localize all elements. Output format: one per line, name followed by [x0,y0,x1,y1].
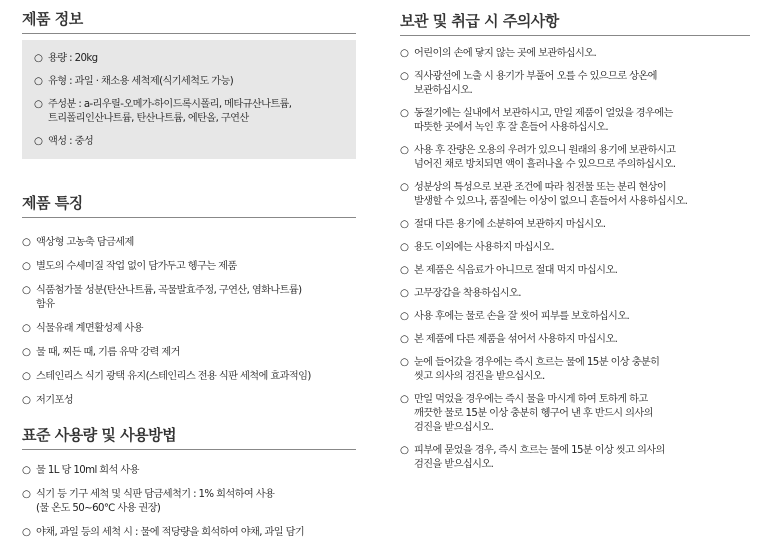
list-item [22,236,356,250]
list-item [22,488,356,516]
product-info-list [34,52,346,149]
circle-bullet-icon: ○ [22,285,31,296]
circle-bullet-icon: ○ [34,76,43,87]
circle-bullet-icon: ○ [22,489,31,500]
product-info-heading: 제품 정보 [22,8,356,34]
circle-bullet-icon: ○ [400,357,409,368]
list-item-text: 별도의 수세미질 작업 없이 담가두고 헹구는 제품 [36,261,237,272]
list-item-text: 절대 다른 용기에 소분하여 보관하지 마십시오. [414,219,606,230]
caution-section [400,10,750,481]
circle-bullet-icon: ○ [400,242,409,253]
list-item-text: 야채, 과일 등의 세척 시 : 물에 적당량을 희석하여 야채, 과일 담기 [36,527,305,538]
list-item-text: 깨끗한 물로 15분 이상 충분히 헹구어 낸 후 반드시 의사의 [414,408,653,419]
list-item-text: 검진을 받으십시오. [414,459,494,470]
list-item-text: 식기 등 기구 세척 및 식판 담금세척기 : 1% 희석하여 사용 [36,489,275,500]
circle-bullet-icon: ○ [22,237,31,248]
list-item-text: 고무장갑을 착용하십시오. [414,288,521,299]
list-item [400,356,750,384]
list-item-text: 유형 : 과일 · 채소용 세척제(식기세척도 가능) [48,76,234,87]
list-item-text: 넘어진 채로 방치되면 액이 흘러나올 수 있으므로 주의하십시오. [414,159,676,170]
list-item [22,322,356,336]
circle-bullet-icon: ○ [400,71,409,82]
list-item [22,370,356,384]
usage-section [22,424,356,550]
list-item-text: 발생할 수 있으나, 품질에는 이상이 없으니 흔들어서 사용하십시오. [414,196,688,207]
list-item-text: 본 제품은 식음료가 아니므로 절대 먹지 마십시오. [414,265,618,276]
list-item [22,284,356,312]
list-item-text: 트리폴리인산나트륨, 탄산나트륨, 에탄올, 구연산 [48,113,249,124]
list-item-text: 피부에 묻었을 경우, 즉시 흐르는 물에 15분 이상 씻고 의사의 [414,445,665,456]
circle-bullet-icon: ○ [400,288,409,299]
circle-bullet-icon: ○ [400,394,409,405]
circle-bullet-icon: ○ [400,182,409,193]
list-item-text: 사용 후에는 물로 손을 잘 씻어 피부를 보호하십시오. [414,311,630,322]
caution-heading: 보관 및 취급 시 주의사항 [400,10,750,36]
circle-bullet-icon: ○ [22,261,31,272]
list-item-text: 사용 후 잔량은 오용의 우려가 있으니 원래의 용기에 보관하시고 [414,145,676,156]
usage-list [22,464,356,540]
list-item [34,75,346,89]
circle-bullet-icon: ○ [34,53,43,64]
list-item [400,181,750,209]
list-item-text: 동절기에는 실내에서 보관하시고, 만일 제품이 얼었을 경우에는 [414,108,673,119]
circle-bullet-icon: ○ [400,265,409,276]
features-heading: 제품 특징 [22,192,356,218]
list-item [34,52,346,66]
circle-bullet-icon: ○ [400,334,409,345]
circle-bullet-icon: ○ [22,371,31,382]
list-item [400,310,750,324]
list-item-text: 만일 먹었을 경우에는 즉시 물을 마시게 하여 토하게 하고 [414,394,648,405]
features-section [22,192,356,418]
circle-bullet-icon: ○ [400,48,409,59]
product-info-box [22,40,356,159]
circle-bullet-icon: ○ [22,465,31,476]
product-info-section [22,8,356,159]
circle-bullet-icon: ○ [22,347,31,358]
list-item-text: 함유 [36,299,55,310]
circle-bullet-icon: ○ [22,395,31,406]
list-item [400,107,750,135]
list-item-text: 따뜻한 곳에서 녹인 후 잘 흔들어 사용하십시오. [414,122,609,133]
list-item [22,464,356,478]
list-item-text: 액상형 고농축 담금세제 [36,237,134,248]
list-item [400,47,750,61]
features-list [22,236,356,408]
list-item-text: 검진을 받으십시오. [414,422,494,433]
list-item [400,70,750,98]
circle-bullet-icon: ○ [400,108,409,119]
list-item-text: 액성 : 중성 [48,136,94,147]
list-item-text: 성분상의 특성으로 보관 조건에 따라 침전물 또는 분리 현상이 [414,182,667,193]
usage-heading: 표준 사용량 및 사용방법 [22,424,356,450]
list-item-text: (물 온도 50~60℃ 사용 권장) [36,503,161,514]
list-item-text: 스테인리스 식기 광택 유지(스테인리스 전용 식판 세척에 효과적임) [36,371,311,382]
caution-list [400,47,750,472]
list-item [400,144,750,172]
list-item [22,346,356,360]
list-item-text: 식물유래 계면활성제 사용 [36,323,143,334]
list-item-text: 보관하십시오. [414,85,473,96]
list-item [400,444,750,472]
list-item-text: 씻고 의사의 검진을 받으십시오. [414,371,545,382]
list-item-text: 본 제품에 다른 제품을 섞어서 사용하지 마십시오. [414,334,618,345]
circle-bullet-icon: ○ [400,145,409,156]
list-item [34,98,346,126]
list-item-text: 눈에 들어갔을 경우에는 즉시 흐르는 물에 15분 이상 충분히 [414,357,660,368]
list-item-text: 식품첨가물 성분(탄산나트륨, 곡물발효주정, 구연산, 염화나트륨) [36,285,302,296]
list-item [22,260,356,274]
circle-bullet-icon: ○ [400,311,409,322]
list-item [22,526,356,540]
list-item-text: 물 1L 당 10ml 희석 사용 [36,465,139,476]
list-item [400,241,750,255]
list-item [400,333,750,347]
list-item [400,218,750,232]
circle-bullet-icon: ○ [400,445,409,456]
list-item-text: 어린이의 손에 닿지 않는 곳에 보관하십시오. [414,48,597,59]
list-item-text: 직사광선에 노출 시 용기가 부풀어 오를 수 있으므로 상온에 [414,71,657,82]
list-item [400,287,750,301]
list-item [400,393,750,435]
list-item [34,135,346,149]
circle-bullet-icon: ○ [34,99,43,110]
list-item [400,264,750,278]
list-item-text: 용도 이외에는 사용하지 마십시오. [414,242,554,253]
list-item-text: 주성분 : a-리우릴-오메가-하이드록시폴리, 메타규산나트륨, [48,99,292,110]
circle-bullet-icon: ○ [34,136,43,147]
circle-bullet-icon: ○ [22,323,31,334]
list-item [22,394,356,408]
list-item-text: 용량 : 20kg [48,53,98,64]
circle-bullet-icon: ○ [400,219,409,230]
list-item-text: 물 때, 찌든 때, 기름 유막 강력 제거 [36,347,180,358]
circle-bullet-icon: ○ [22,527,31,538]
list-item-text: 저기포성 [36,395,73,406]
